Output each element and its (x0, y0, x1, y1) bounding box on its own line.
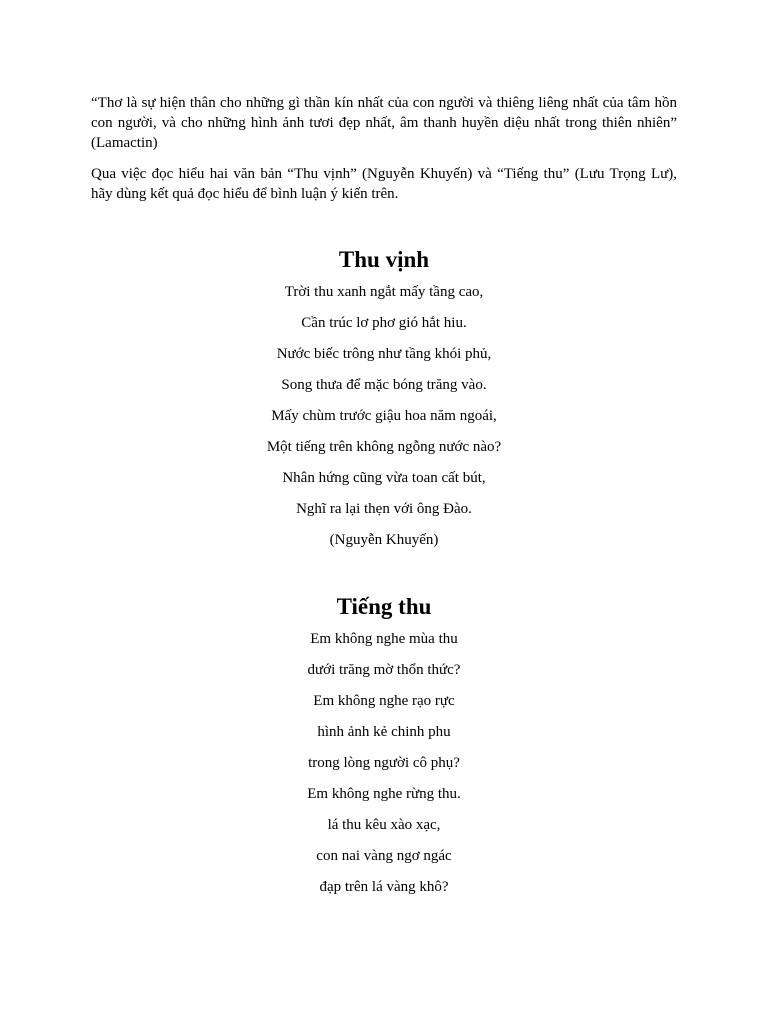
document-page (91, 93, 677, 908)
intro-task: Qua việc đọc hiểu hai văn bản “Thu vịnh” (Nguyễn Khuyến) và “Tiếng thu” (Lưu Trọng Lư), hãy dùng kết quả đọc hiểu để bình luận ý kiến trên. (91, 166, 677, 202)
poem-author: (Nguyễn Khuyến) (329, 532, 439, 548)
poem-line: Trời thu xanh ngắt mấy tầng cao, (284, 284, 484, 300)
poem-line: Nhân hứng cũng vừa toan cất bút, (282, 470, 486, 486)
poem-line: Song thưa để mặc bóng trăng vào. (281, 377, 487, 393)
poem-line: con nai vàng ngơ ngác (316, 848, 452, 864)
poem-thu-vinh (91, 282, 677, 561)
poem-line: Em không nghe rừng thu. (307, 786, 461, 802)
poem-line: Nghĩ ra lại thẹn với ông Đào. (296, 501, 472, 517)
poem-line: lá thu kêu xào xạc, (327, 817, 441, 833)
poem-line: dưới trăng mờ thổn thức? (307, 662, 461, 678)
poem-line: Em không nghe mùa thu (310, 631, 458, 647)
poem-line: Cần trúc lơ phơ gió hắt hiu. (301, 315, 467, 331)
poem-title-thu-vinh: Thu vịnh (338, 247, 430, 272)
poem-line: đạp trên lá vàng khô? (319, 879, 449, 895)
poem-line: trong lòng người cô phụ? (308, 755, 460, 771)
poem-title-tieng-thu: Tiếng thu (336, 594, 432, 619)
poem-line: hình ảnh kẻ chinh phu (317, 724, 451, 740)
poem-line: Nước biếc trông như tầng khói phủ, (276, 346, 492, 362)
poem-line: Mấy chùm trước giậu hoa năm ngoái, (271, 408, 497, 424)
poem-line: Một tiếng trên không ngỗng nước nào? (266, 439, 502, 455)
poem-tieng-thu (91, 629, 677, 908)
poem-line: Em không nghe rạo rực (313, 693, 455, 709)
intro-quote: “Thơ là sự hiện thân cho những gì thần kín nhất của con người và thiêng liêng nhất của tâm hồn con người, và cho những hình ảnh tươi đẹp nhất, âm thanh huyền diệu nhất trong thiên nhiên” (Lamactin) (91, 95, 677, 151)
